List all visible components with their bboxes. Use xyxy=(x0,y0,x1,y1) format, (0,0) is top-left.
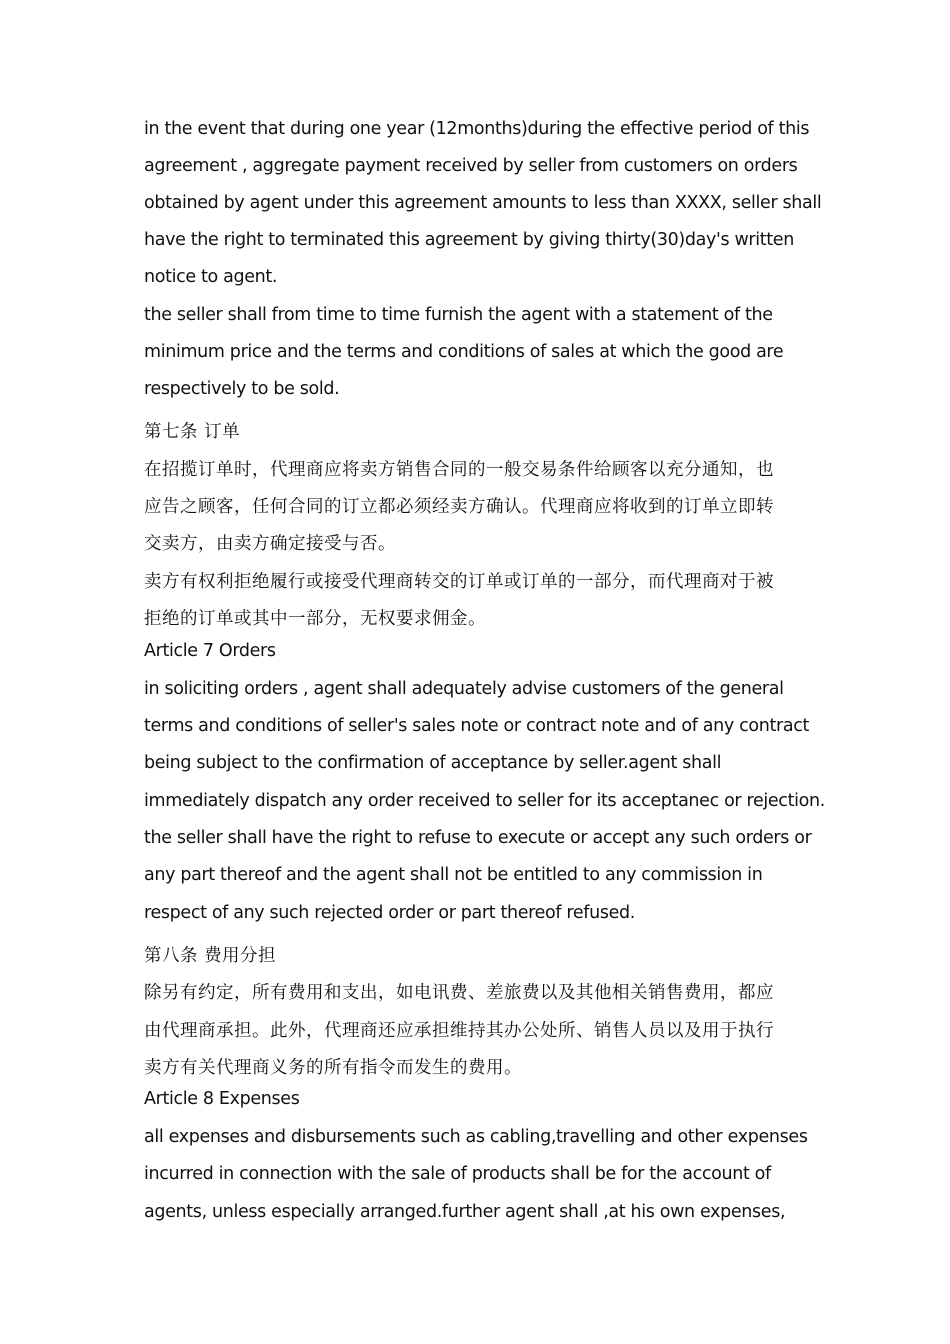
paragraph-line: incurred in connection with the sale of products shall be for the account of xyxy=(144,1164,771,1184)
paragraph-line: any part thereof and the agent shall not be entitled to any commission in xyxy=(144,865,763,885)
paragraph-line: being subject to the confirmation of acceptance by seller.agent shall xyxy=(144,753,722,773)
paragraph-line: 拒绝的订单或其中一部分，无权要求佣金。 xyxy=(144,609,486,629)
paragraph-line: agreement , aggregate payment received by seller from customers on orders xyxy=(144,156,798,176)
paragraph-line: respectively to be sold. xyxy=(144,379,340,399)
paragraph-line: immediately dispatch any order received to seller for its acceptanec or rejection. xyxy=(144,791,825,811)
paragraph-line: 卖方有关代理商义务的所有指令而发生的费用。 xyxy=(144,1058,522,1078)
paragraph-line: notice to agent. xyxy=(144,267,278,287)
paragraph-line: respect of any such rejected order or part thereof refused. xyxy=(144,903,635,923)
paragraph-line: 在招揽订单时，代理商应将卖方销售合同的一般交易条件给顾客以充分通知，也 xyxy=(144,460,774,480)
section-heading: Article 7 Orders xyxy=(144,641,276,661)
paragraph-line: 除另有约定，所有费用和支出，如电讯费、差旅费以及其他相关销售费用，都应 xyxy=(144,983,774,1003)
section-heading: Article 8 Expenses xyxy=(144,1089,300,1109)
paragraph-line: 应告之顾客，任何合同的订立都必须经卖方确认。代理商应将收到的订单立即转 xyxy=(144,497,774,517)
paragraph-line: in soliciting orders , agent shall adequately advise customers of the general xyxy=(144,679,784,699)
paragraph-line: 由代理商承担。此外，代理商还应承担维持其办公处所、销售人员以及用于执行 xyxy=(144,1021,774,1041)
paragraph-line: the seller shall have the right to refuse to execute or accept any such orders or xyxy=(144,828,812,848)
paragraph-line: agents, unless especially arranged.further agent shall ,at his own expenses, xyxy=(144,1202,786,1222)
paragraph-line: 卖方有权利拒绝履行或接受代理商转交的订单或订单的一部分，而代理商对于被 xyxy=(144,572,774,592)
paragraph-line: 交卖方，由卖方确定接受与否。 xyxy=(144,534,396,554)
paragraph-line: in the event that during one year (12months)during the effective period of this xyxy=(144,119,810,139)
paragraph-line: obtained by agent under this agreement amounts to less than XXXX, seller shall xyxy=(144,193,822,213)
paragraph-line: all expenses and disbursements such as cabling,travelling and other expenses xyxy=(144,1127,808,1147)
section-heading: 第八条 费用分担 xyxy=(144,946,277,966)
paragraph-line: minimum price and the terms and conditions of sales at which the good are xyxy=(144,342,784,362)
section-heading: 第七条 订单 xyxy=(144,422,241,442)
paragraph-line: have the right to terminated this agreement by giving thirty(30)day's written xyxy=(144,230,794,250)
paragraph-line: the seller shall from time to time furnish the agent with a statement of the xyxy=(144,305,773,325)
paragraph-line: terms and conditions of seller's sales note or contract note and of any contract xyxy=(144,716,809,736)
